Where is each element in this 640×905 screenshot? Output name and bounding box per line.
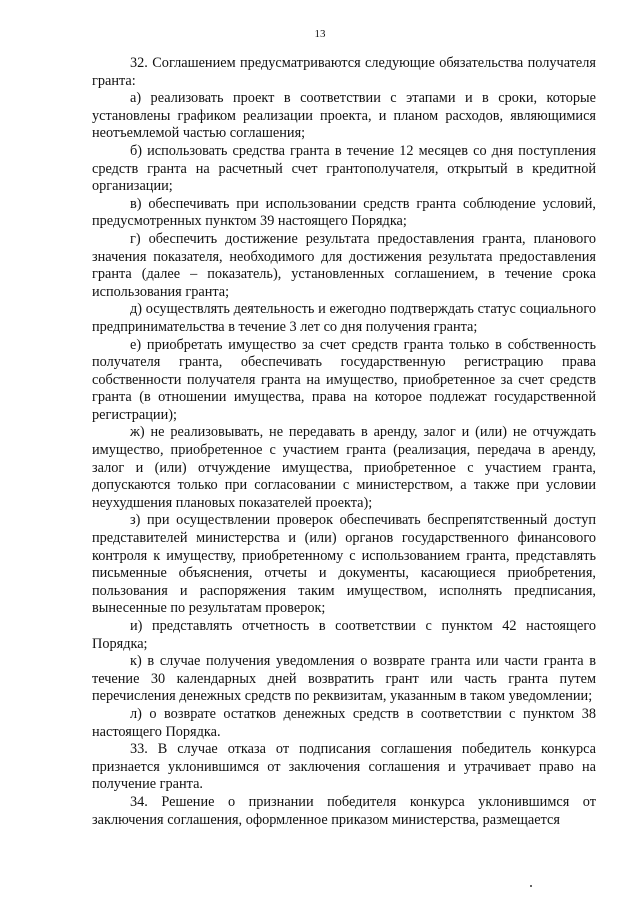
paragraph-32-l: л) о возврате остатков денежных средств в соответствии с пунктом 38 настоящего Порядка.	[92, 705, 596, 740]
scan-dot	[530, 885, 532, 887]
paragraph-32-e: е) приобретать имущество за счет средств гранта только в собственность получателя гранта, обеспечивать государственную регистрацию права собственности получателя гранта на имущество, приобретенное за счет средств гранта (в отношении имущества, права на которое подлежат государственной регистрации);	[92, 336, 596, 423]
paragraph-32-i: и) представлять отчетность в соответствии с пунктом 42 настоящего Порядка;	[92, 618, 596, 652]
paragraph-34: 34. Решение о признании победителя конкурса уклонившимся от заключения соглашения, оформленное приказом министерства, размещается	[92, 793, 596, 828]
paragraph-32: 32. Соглашением предусматриваются следующие обязательства получателя гранта:	[92, 55, 596, 89]
document-body	[92, 55, 596, 829]
paragraph-32-a: а) реализовать проект в соответствии с этапами и в сроки, которые установлены графиком реализации проекта, и планом расходов, являющимися неотъемлемой частью соглашения;	[92, 90, 596, 142]
paragraph-33: 33. В случае отказа от подписания соглашения победитель конкурса признается уклонившимся от заключения соглашения и утрачивает право на получение гранта.	[92, 741, 596, 793]
paragraph-32-b: б) использовать средства гранта в течение 12 месяцев со дня поступления средств гранта на расчетный счет грантополучателя, открытый в кредитной организации;	[92, 142, 596, 195]
paragraph-32-g: г) обеспечить достижение результата предоставления гранта, планового значения показателя, необходимого для достижения результата предоставления гранта (далее – показатель), установленных соглашением, в течение срока использования гранта;	[92, 230, 596, 300]
paragraph-32-d: д) осуществлять деятельность и ежегодно подтверждать статус социального предпринимательства в течение 3 лет со дня получения гранта;	[92, 301, 596, 335]
paragraph-32-v: в) обеспечивать при использовании средств гранта соблюдение условий, предусмотренных пунктом 39 настоящего Порядка;	[92, 195, 596, 230]
paragraph-32-zh: ж) не реализовывать, не передавать в аренду, залог и (или) не отчуждать имущество, приобретенное с участием гранта (реализация, передача в аренду, залог и (или) отчуждение имущества, приобретенное с участием гранта, допускаются только при согласовании с министерством, а также при условии неухудшения плановых показателей проекта);	[92, 424, 596, 511]
page-number: 13	[314, 28, 326, 40]
paragraph-32-z: з) при осуществлении проверок обеспечивать беспрепятственный доступ представителей министерства и (или) органов государственного финансового контроля к имуществу, приобретенному с использованием гранта, представлять письменные объяснения, отчеты и документы, касающиеся приобретения, пользования и распоряжения таким имуществом, исполнять предписания, вынесенные по результатам проверок;	[92, 512, 596, 617]
paragraph-32-k: к) в случае получения уведомления о возврате гранта или части гранта в течение 30 календарных дней возвратить грант или часть гранта путем перечисления денежных средств по реквизитам, указанным в таком уведомлении;	[92, 653, 596, 705]
